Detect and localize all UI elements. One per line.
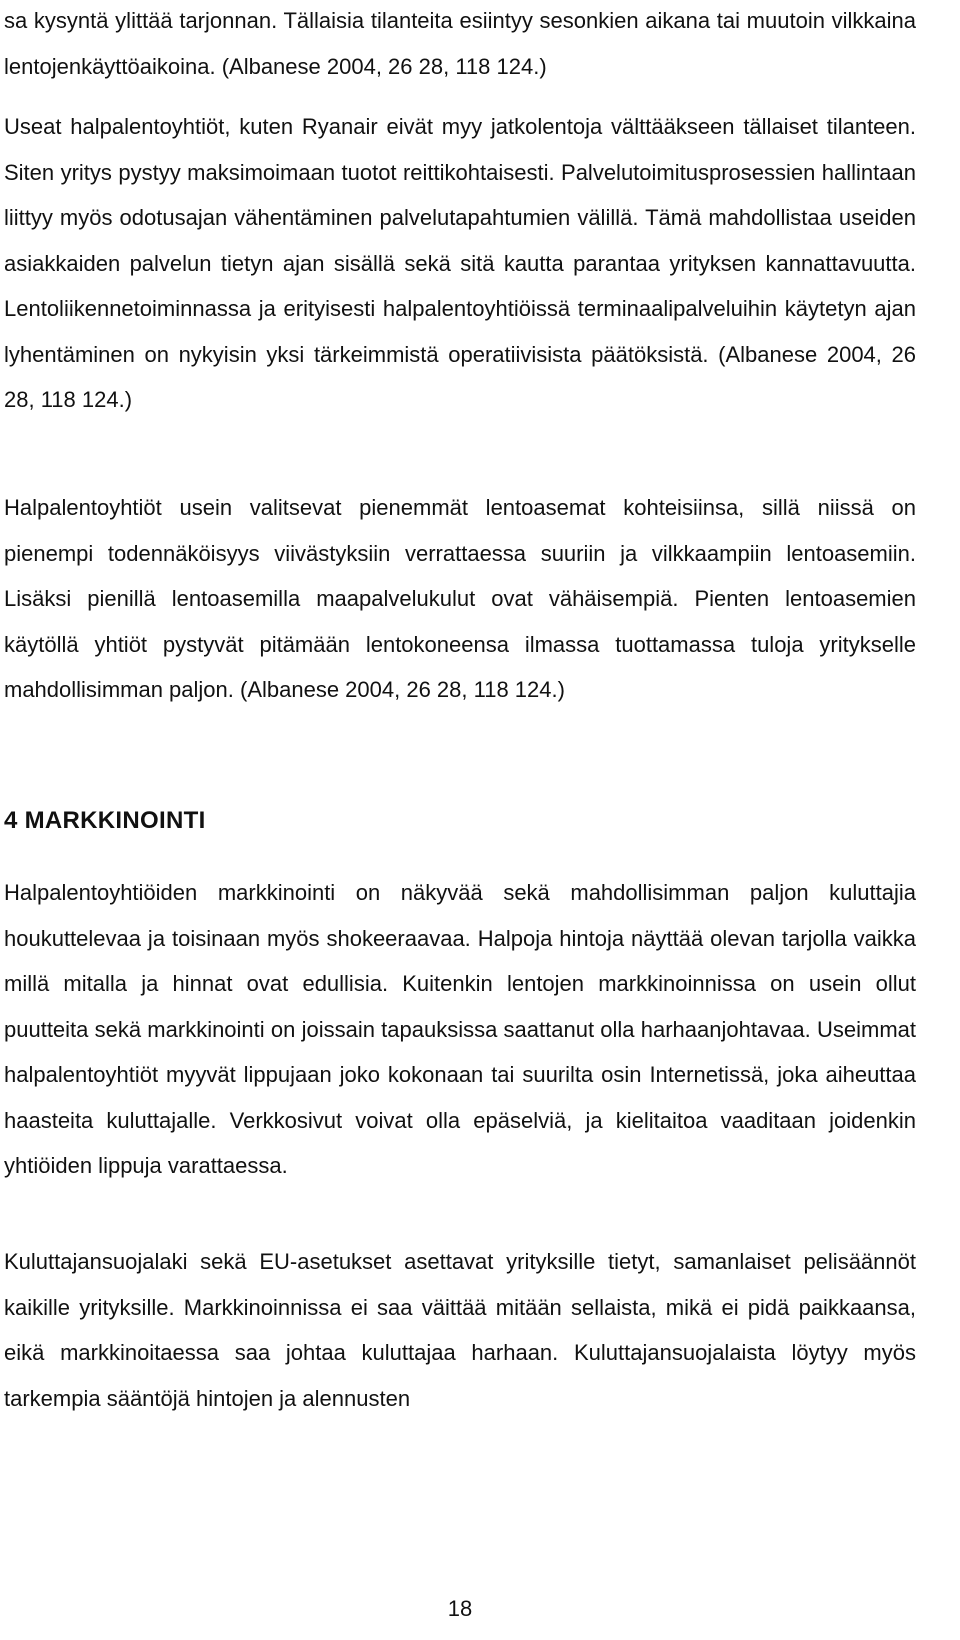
paragraph-consumer-protection: Kuluttajansuojalaki sekä EU-asetukset asettavat yrityksille tietyt, samanlaiset pelisäännöt kaikille yrityksille. Markkinoinnissa ei saa väittää mitään sellaista, mikä ei pidä paikkaansa, eikä markkinoitaessa saa johtaa kuluttajaa harhaan. Kuluttajansuojalaista löytyy myös tarkempia sääntöjä hintojen ja alennusten: [4, 1249, 916, 1411]
paragraph-intro: sa kysyntä ylittää tarjonnan. Tällaisia tilanteita esiintyy sesonkien aikana tai muutoin vilkkaina lentojenkäyttöaikoina. (Albanese 2004, 26 28, 118 124.): [4, 8, 916, 79]
paragraph-small-airports: Halpalentoyhtiöt usein valitsevat pienemmät lentoasemat kohteisiinsa, sillä niissä on pienempi todennäköisyys viivästyksiin verrattaessa suuriin ja vilkkaampiin lentoasemiin. Lisäksi pienillä lentoasemilla maapalvelukulut ovat vähäisempiä. Pienten lentoasemien käytöllä yhtiöt pystyvät pitämään lentokoneensa ilmassa tuottamassa tuloja yritykselle mahdollisimman paljon. (Albanese 2004, 26 28, 118 124.): [4, 495, 916, 702]
page-number: 18: [447, 1596, 473, 1621]
section-heading: 4 MARKKINOINTI: [4, 807, 206, 834]
paragraph-service-process: Useat halpalentoyhtiöt, kuten Ryanair eivät myy jatkolentoja välttääkseen tällaiset tilanteen. Siten yritys pystyy maksimoimaan tuotot reittikohtaisesti. Palvelutoimitusprosessien hallintaan liittyy myös odotusajan vähentäminen palvelutapahtumien välillä. Tämä mahdollistaa useiden asiakkaiden palvelun tietyn ajan sisällä sekä sitä kautta parantaa yrityksen kannattavuutta. Lentoliikennetoiminnassa ja erityisesti halpalentoyhtiöissä terminaalipalveluihin käytetyn ajan lyhentäminen on nykyisin yksi tärkeimmistä operatiivisista päätöksistä. (Albanese 2004, 26 28, 118 124.): [4, 114, 916, 412]
paragraph-marketing: Halpalentoyhtiöiden markkinointi on näkyvää sekä mahdollisimman paljon kuluttajia houkuttelevaa ja toisinaan myös shokeeraavaa. Halpoja hintoja näyttää olevan tarjolla vaikka millä mitalla ja hinnat ovat edullisia. Kuitenkin lentojen markkinoinnissa on usein ollut puutteita sekä markkinointi on joissain tapauksissa saattanut olla harhaanjohtavaa. Useimmat halpalentoyhtiöt myyvät lippujaan joko kokonaan tai suurilta osin Internetissä, joka aiheuttaa haasteita kuluttajalle. Verkkosivut voivat olla epäselviä, ja kielitaitoa vaaditaan joidenkin yhtiöiden lippuja varattaessa.: [4, 880, 916, 1178]
